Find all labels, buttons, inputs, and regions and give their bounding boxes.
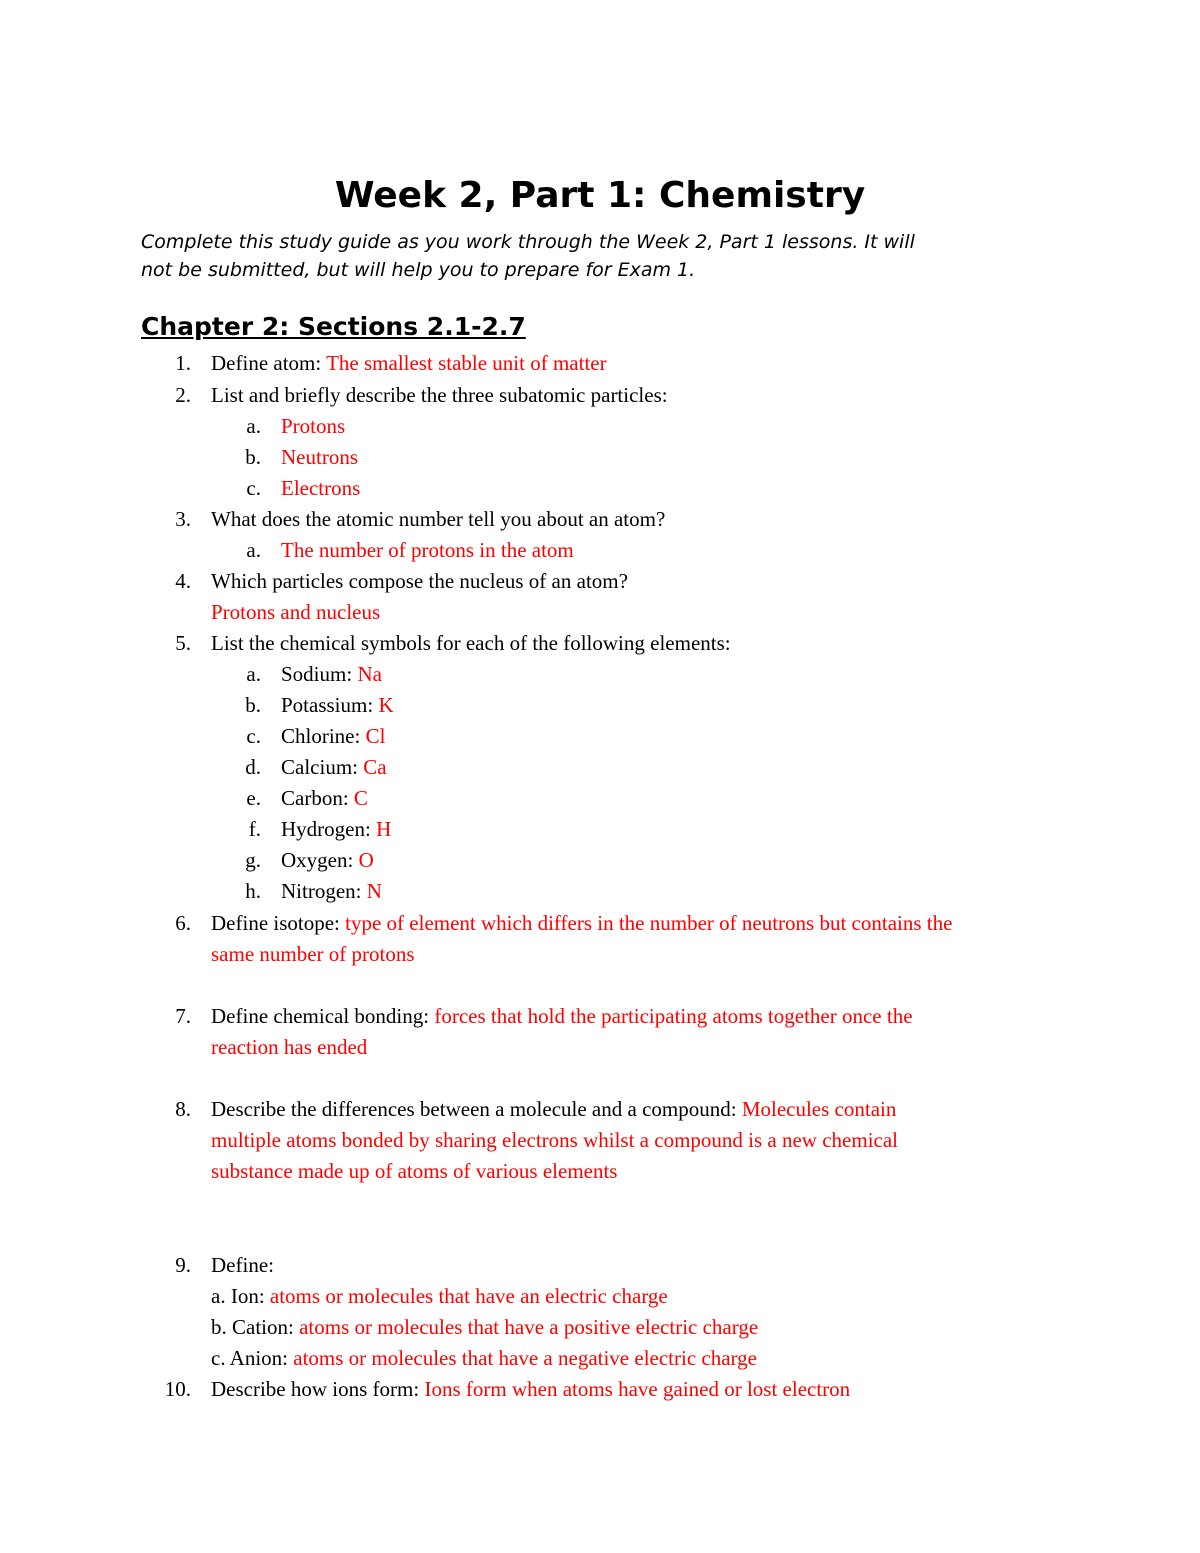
question-prompt: Define atom: [211, 351, 327, 375]
answer-text: Ca [363, 755, 387, 779]
element-name: Carbon: [281, 786, 354, 810]
answer-text: C [353, 786, 368, 810]
item-letter: b. [245, 445, 261, 469]
definition-item [211, 1343, 757, 1374]
answer-text: The number of protons in the atom [281, 538, 574, 562]
answer-text: atoms or molecules that have a negative electric charge [293, 1346, 757, 1370]
item-letter: a. [246, 538, 261, 562]
question-number: 8. [175, 1097, 191, 1121]
item-letter: g. [245, 848, 261, 872]
answer-text: substance made up of atoms of various elements [211, 1159, 618, 1183]
answer-text: Molecules contain [741, 1097, 897, 1121]
item-letter: e. [246, 786, 261, 810]
page-title: Week 2, Part 1: Chemistry [334, 175, 866, 216]
question-prompt: Describe the differences between a molecule and a compound: [211, 1097, 742, 1121]
answer-text: Ions form when atoms have gained or lost electron [424, 1377, 851, 1401]
answer-text: multiple atoms bonded by sharing electrons whilst a compound is a new chemical [211, 1128, 899, 1152]
answer-text: Na [357, 662, 382, 686]
question-number: 9. [175, 1253, 191, 1277]
question-prompt: Define chemical bonding: [211, 1004, 435, 1028]
answer-text: type of element which differs in the number of neutrons but contains the [345, 911, 953, 935]
question-prompt: What does the atomic number tell you about an atom? [211, 507, 666, 531]
question-number: 3. [175, 507, 191, 531]
definition-item [211, 1312, 758, 1343]
answer-text: Protons [281, 414, 346, 438]
answer-text: O [358, 848, 374, 872]
question-prompt: Describe how ions form: [211, 1377, 425, 1401]
answer-text: same number of protons [211, 942, 415, 966]
answer-text: atoms or molecules that have an electric charge [269, 1284, 668, 1308]
question-number: 1. [175, 351, 191, 375]
definition-item [211, 1281, 668, 1312]
question-number: 5. [175, 631, 191, 655]
question-prompt: Define isotope: [211, 911, 346, 935]
element-name: Hydrogen: [281, 817, 377, 841]
answer-text: H [376, 817, 392, 841]
answer-text: forces that hold the participating atoms together once the [434, 1004, 913, 1028]
answer-text: K [378, 693, 394, 717]
question-prompt: List the chemical symbols for each of the following elements: [211, 631, 731, 655]
item-letter: f. [248, 817, 261, 841]
section-heading: Chapter 2: Sections 2.1-2.7 [141, 312, 526, 341]
question-prompt: Define: [211, 1253, 274, 1277]
element-name: Sodium: [281, 662, 358, 686]
item-letter: h. [245, 879, 261, 903]
question-prompt: List and briefly describe the three subatomic particles: [211, 383, 668, 407]
answer-text: Protons and nucleus [211, 600, 381, 624]
answer-text: Neutrons [281, 445, 358, 469]
answer-text: N [366, 879, 382, 903]
question-number: 10. [164, 1377, 191, 1401]
term-label: c. Anion: [211, 1346, 294, 1370]
term-label: b. Cation: [211, 1315, 300, 1339]
question-number: 6. [175, 911, 191, 935]
intro-line-1: Complete this study guide as you work through the Week 2, Part 1 lessons. It will [141, 231, 915, 253]
answer-text: Electrons [281, 476, 361, 500]
item-letter: a. [246, 414, 261, 438]
answer-text: atoms or molecules that have a positive electric charge [299, 1315, 759, 1339]
item-letter: a. [246, 662, 261, 686]
element-name: Nitrogen: [281, 879, 367, 903]
question-number: 4. [175, 569, 191, 593]
element-name: Potassium: [281, 693, 379, 717]
answer-text: Cl [365, 724, 386, 748]
item-letter: b. [245, 693, 261, 717]
element-name: Oxygen: [281, 848, 359, 872]
intro-text [141, 228, 1041, 284]
question-prompt: Which particles compose the nucleus of an atom? [211, 569, 628, 593]
item-letter: c. [246, 724, 261, 748]
element-name: Calcium: [281, 755, 364, 779]
question-number: 2. [175, 383, 191, 407]
intro-line-2: not be submitted, but will help you to prepare for Exam 1. [141, 259, 696, 281]
element-name: Chlorine: [281, 724, 366, 748]
question-number: 7. [175, 1004, 191, 1028]
item-letter: c. [246, 476, 261, 500]
item-letter: d. [245, 755, 261, 779]
answer-text: reaction has ended [211, 1035, 368, 1059]
answer-text: The smallest stable unit of matter [326, 351, 607, 375]
term-label: a. Ion: [211, 1284, 270, 1308]
